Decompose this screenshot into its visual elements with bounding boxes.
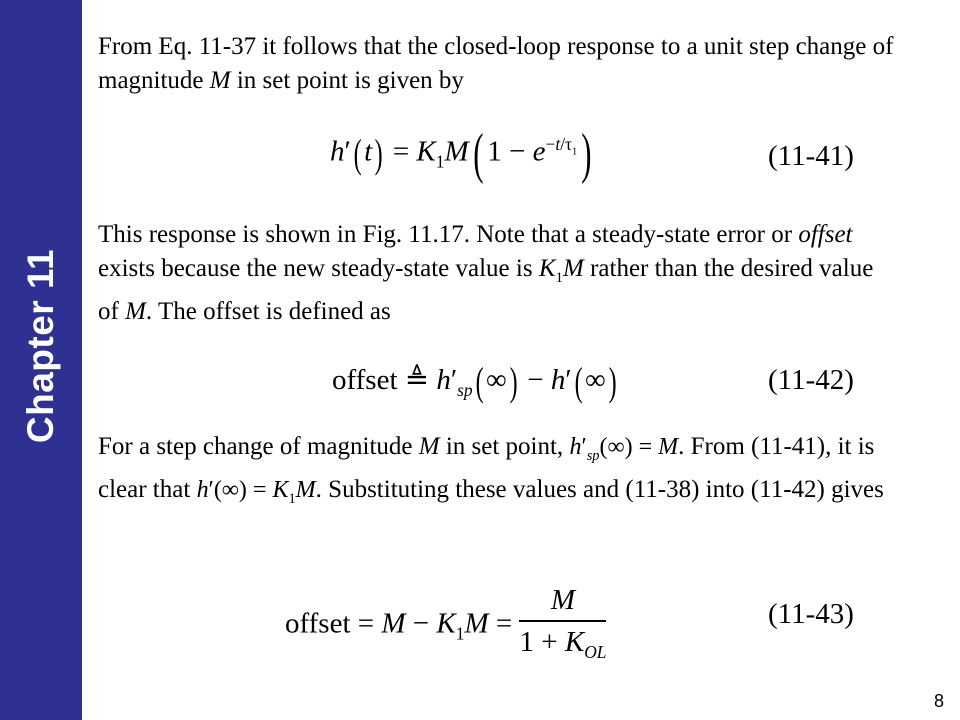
equation-11-42: offset ≜ $h'_{sp}(\infty) - h'(\infty)$ <box>332 359 617 405</box>
inline-equation-h: $h'(\infty) = K_1M$ <box>196 476 316 507</box>
equation-11-41: $h'(t) = K_1M$( $1 - e^{-t/\tau_1}$) <box>330 123 592 185</box>
paragraph-offset: This response is shown in Fig. 11.17. Note that a steady-state error or offset exists because the new steady-state value is $K_1M$ rather than the desired value of M. The offset is defined as <box>98 221 874 325</box>
chapter-sidebar <box>0 0 82 720</box>
fraction-offset: $\frac{M}{1 + K_{OL}}$ <box>519 580 606 672</box>
equation-11-43: offset = $M - K_1M$ = $\frac{M}{1 + K_{OL}}$ <box>285 580 606 672</box>
inline-equation-hsp: $h'_{sp}(\infty) = M$ <box>569 434 679 464</box>
equation-number-43: (11-43) <box>768 598 854 630</box>
equation-number-42: (11-42) <box>768 364 854 396</box>
chapter-label: Chapter 11 <box>20 248 61 444</box>
equation-number-41: (11-41) <box>768 140 854 172</box>
paragraph-intro: From Eq. 11-37 it follows that the closed-loop response to a unit step change of magnitude M in set point is given by <box>98 33 894 94</box>
paragraph-substitution: For a step change of magnitude M in set point, $h'_{sp}(\infty) = M$. From (11-41), it is clear that $h'(\infty) = K_1M$. Substituting these values and (11-38) into (11-42) gives <box>98 430 898 516</box>
page-number: 8 <box>933 691 944 711</box>
